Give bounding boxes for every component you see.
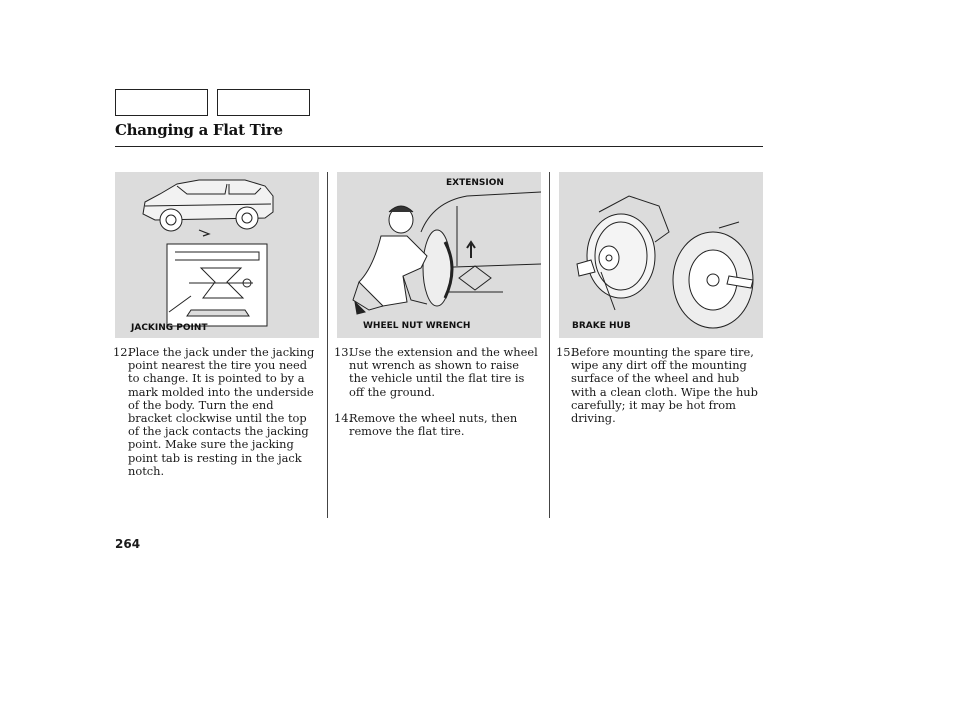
nav-box-next[interactable] [217, 89, 310, 116]
car-jack-illustration [115, 172, 319, 338]
step-12 [113, 346, 319, 478]
figure-label-extension: EXTENSION [446, 178, 504, 188]
wrench-illustration [337, 172, 541, 338]
step-13 [334, 346, 540, 399]
step-15 [556, 346, 763, 425]
page-title: Changing a Flat Tire [115, 121, 283, 139]
step-number: 14. [334, 411, 353, 425]
column-divider [549, 172, 550, 518]
figure-wheel-nut-wrench [337, 172, 541, 338]
page-number: 264 [115, 537, 141, 551]
figure-jacking-point [115, 172, 319, 338]
step-text: Use the extension and the wheel nut wrench as shown to raise the vehicle until the flat tire is off the ground. [349, 345, 538, 399]
figure-label-wheel-nut-wrench: WHEEL NUT WRENCH [363, 321, 471, 331]
column-divider [327, 172, 328, 518]
step-text: Place the jack under the jacking point nearest the tire you need to change. It is pointed to by a mark molded into the underside of the body. Turn the end bracket clockwise until the top of the jack contacts the jacking point. Make sure the jacking point tab is resting in the jack notch. [128, 345, 315, 478]
title-divider [115, 146, 763, 147]
brake-hub-illustration [559, 172, 763, 338]
step-14 [334, 412, 540, 438]
step-text: Remove the wheel nuts, then remove the flat tire. [349, 411, 518, 439]
step-number: 15. [556, 345, 575, 359]
nav-box-prev[interactable] [115, 89, 208, 116]
step-number: 12. [113, 345, 132, 359]
figure-label-jacking-point: JACKING POINT [131, 323, 208, 333]
step-text: Before mounting the spare tire, wipe any dirt off the mounting surface of the wheel and hub with a clean cloth. Wipe the hub carefully; it may be hot from driving. [571, 345, 758, 426]
figure-label-brake-hub: BRAKE HUB [572, 321, 631, 331]
step-number: 13. [334, 345, 353, 359]
figure-brake-hub [559, 172, 763, 338]
